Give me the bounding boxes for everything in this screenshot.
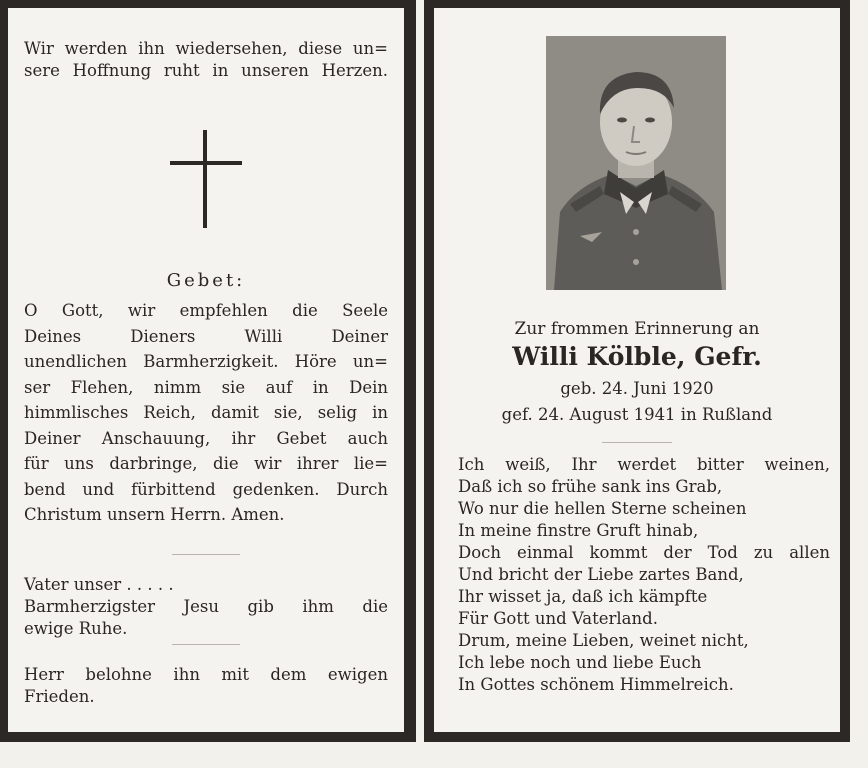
left-card — [0, 0, 416, 742]
poem-line: Ihr wisset ja, daß ich kämpfte — [458, 587, 708, 606]
soldier-portrait-photo — [546, 36, 726, 290]
poem-line: Daß ich so frühe sank ins Grab, — [458, 477, 723, 496]
poem-line: Wo nur die hellen Sterne scheinen — [458, 499, 747, 518]
death-date: gef. 24. August 1941 in Rußland — [501, 405, 773, 424]
prayer-line: O Gott, wir empfehlen die Seele — [24, 301, 388, 320]
closing-line: ewige Ruhe. — [24, 619, 128, 638]
epigraph-line: sere Hoffnung ruht in unseren Herzen. — [24, 61, 388, 80]
prayer-line: Deiner Anschauung, ihr Gebet auch — [24, 428, 388, 448]
poem-line: Ich weiß, Ihr werdet bitter weinen, — [458, 455, 830, 474]
closing-line: Barmherzigster Jesu gib ihm die — [24, 597, 388, 616]
reward-line: Frieden. — [24, 687, 95, 706]
poem-line: Und bricht der Liebe zartes Band, — [458, 565, 744, 584]
poem-line: Drum, meine Lieben, weinet nicht, — [458, 631, 749, 650]
right-card-paper — [434, 8, 840, 732]
poem-line: Doch einmal kommt der Tod zu allen — [458, 543, 830, 562]
deceased-name: Willi Kölble, Gefr. — [512, 342, 762, 371]
prayer-line: für uns darbringe, die wir ihrer lie= — [24, 454, 388, 473]
divider — [172, 554, 240, 555]
prayer-line: Christum unsern Herrn. Amen. — [24, 505, 285, 524]
closing-line: Vater unser . . . . . — [24, 575, 174, 594]
epigraph-line: Wir werden ihn wiedersehen, diese un= — [24, 39, 388, 58]
prayer-line: bend und fürbittend gedenken. Durch — [24, 479, 388, 499]
cross-icon — [170, 130, 242, 228]
prayer-line: Deines Dieners Willi Deiner — [24, 326, 388, 346]
poem-line: In Gottes schönem Himmelreich. — [458, 675, 734, 694]
poem-line: Für Gott und Vaterland. — [458, 609, 658, 628]
reward-line: Herr belohne ihn mit dem ewigen — [24, 665, 388, 684]
birth-date: geb. 24. Juni 1920 — [560, 379, 714, 398]
left-card-paper — [8, 8, 404, 732]
divider — [602, 442, 672, 443]
prayer-line: ser Flehen, nimm sie auf in Dein — [24, 377, 388, 397]
portrait-illustration — [546, 36, 726, 290]
poem-line: Ich lebe noch und liebe Euch — [458, 653, 702, 672]
epigraph — [24, 38, 388, 82]
reward-text — [24, 664, 388, 708]
prayer-text — [24, 298, 388, 528]
prayer-title: Gebet: — [166, 270, 246, 291]
right-card — [424, 0, 850, 742]
memory-line: Zur frommen Erinnerung an — [514, 319, 760, 339]
poem-line: In meine finstre Gruft hinab, — [458, 521, 699, 540]
poem — [458, 454, 830, 696]
closing-text — [24, 574, 388, 640]
prayer-line: unendlichen Barmherzigkeit. Höre un= — [24, 352, 388, 371]
prayer-line: himmlisches Reich, damit sie, selig in — [24, 403, 388, 422]
divider — [172, 644, 240, 645]
